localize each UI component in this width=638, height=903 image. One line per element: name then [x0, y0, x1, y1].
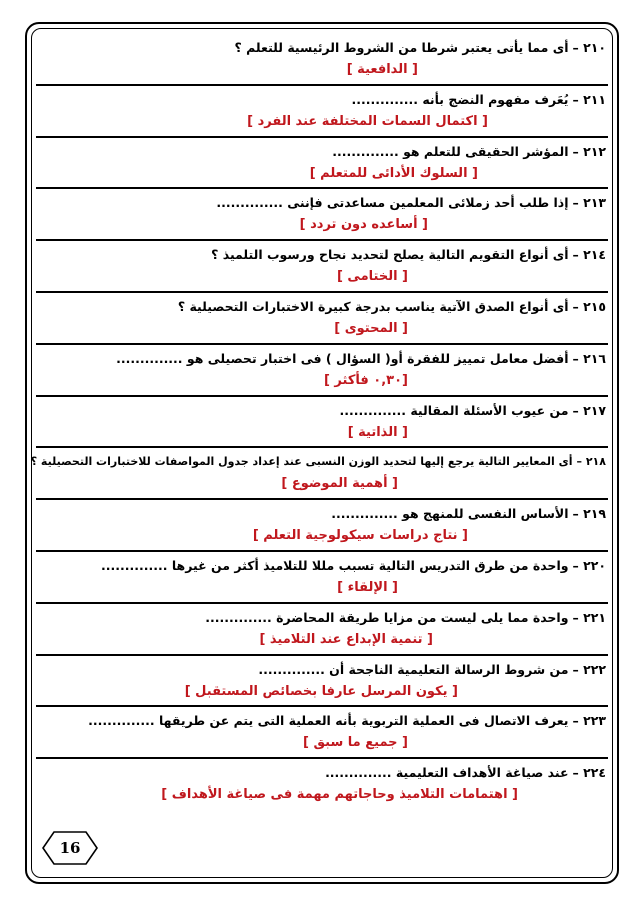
question-item	[36, 293, 608, 345]
question-number: ٢٢١ –	[572, 609, 606, 625]
question-number: ٢١٥ –	[572, 298, 606, 314]
question-text: من عيوب الأسئلة المقالية ..............	[339, 402, 569, 418]
question-text: يعرف الاتصال فى العملية التربوية بأنه العملية التى يتم عن طريقها ..............	[88, 713, 569, 729]
question-number: ٢١١ –	[572, 91, 606, 107]
question-item	[36, 656, 608, 708]
question-number: ٢١٠ –	[572, 40, 606, 55]
question-number: ٢٢٤ –	[572, 765, 606, 781]
question-item	[36, 500, 608, 552]
question-answer: [ الدافعية ]	[346, 62, 418, 77]
question-text: الأساس النفسى للمنهج هو ..............	[331, 506, 569, 522]
question-item	[36, 397, 608, 449]
question-answer: [ الختامى ]	[336, 269, 408, 285]
question-text: عند صياغة الأهداف التعليمية ..............	[325, 765, 569, 781]
question-answer: [ اكتمال السمات المختلفة عند الفرد ]	[247, 113, 488, 129]
question-item	[36, 34, 608, 86]
question-number: ٢١٨ –	[576, 455, 606, 469]
question-item	[36, 707, 608, 759]
question-answer: [ المحتوى ]	[334, 320, 408, 336]
question-item	[36, 86, 608, 138]
question-text: أى أنواع الصدق الآتية يناسب بدرجة كبيرة الاختبارات التحصيلية ؟	[177, 298, 569, 314]
question-answer: [ الذاتية ]	[347, 424, 408, 440]
question-text: واحدة من طرق التدريس التالية تسبب مللا للتلاميذ أكثر من غيرها ..............	[101, 557, 569, 573]
question-text: أفضل معامل تمييز للفقرة أو( السؤال ) فى اختبار تحصيلى هو ..............	[116, 350, 569, 366]
question-answer: [ يكون المرسل عارفا بخصائص المستقبل ]	[184, 683, 458, 699]
question-item	[36, 345, 608, 397]
question-answer: [ نتاج دراسات سيكولوجية التعلم ]	[252, 528, 468, 544]
question-text: إذا طلب أحد زملائى المعلمين مساعدتى فإننى ..............	[216, 195, 569, 211]
question-number: ٢١٣ –	[572, 195, 606, 211]
question-answer: [ الإلقاء ]	[337, 579, 398, 595]
question-number: ٢٢٠ –	[572, 557, 606, 573]
question-text: من شروط الرسالة التعليمية الناجحة أن ..............	[258, 661, 569, 677]
page-number-badge	[42, 831, 98, 865]
page-number: 16	[59, 839, 81, 857]
question-item	[36, 189, 608, 241]
question-number: ٢١٦ –	[572, 350, 606, 366]
question-answer: [ جميع ما سبق ]	[303, 735, 408, 751]
question-item	[30, 448, 608, 500]
question-number: ٢١٩ –	[572, 506, 606, 522]
question-text: أى أنواع التقويم التالية يصلح لتحديد نجاح ورسوب التلميذ ؟	[211, 247, 569, 263]
question-item	[36, 138, 608, 190]
question-text: أى مما يأتى يعتبر شرطا من الشروط الرئيسية للتعلم ؟	[234, 40, 569, 55]
question-item	[36, 241, 608, 293]
question-answer: [ تنمية الإبداع عند التلاميذ ]	[259, 631, 433, 647]
question-answer: [٠,٣٠ فأكثر ]	[323, 372, 408, 388]
question-text: واحدة مما يلى ليست من مزايا طريقة المحاضرة ..............	[205, 609, 569, 625]
question-number: ٢١٧ –	[572, 402, 606, 418]
question-answer: [ أهمية الموضوع ]	[281, 476, 398, 492]
question-number: ٢٢٢ –	[572, 661, 606, 677]
question-answer: [ اهتمامات التلاميذ وحاجاتهم مهمة فى صياغة الأهداف ]	[161, 787, 518, 803]
question-number: ٢١٢ –	[572, 143, 606, 159]
question-answer: [ السلوك الأدائى للمتعلم ]	[309, 165, 478, 181]
question-answer: [ أساعده دون تردد ]	[299, 217, 428, 233]
question-text: أى المعايير التالية يرجع إليها لتحديد الوزن النسبى عند إعداد جدول المواصفات للاختبارات التحصيلية ؟	[30, 455, 573, 469]
question-number: ٢٢٣ –	[572, 713, 606, 729]
question-item	[36, 552, 608, 604]
question-number: ٢١٤ –	[572, 247, 606, 263]
question-list	[30, 34, 608, 834]
question-text: المؤشر الحقيقى للتعلم هو ..............	[332, 143, 569, 159]
question-item	[36, 604, 608, 656]
question-item	[36, 759, 608, 811]
question-text: يُعَرف مفهوم النضج بأنه ..............	[351, 91, 569, 107]
